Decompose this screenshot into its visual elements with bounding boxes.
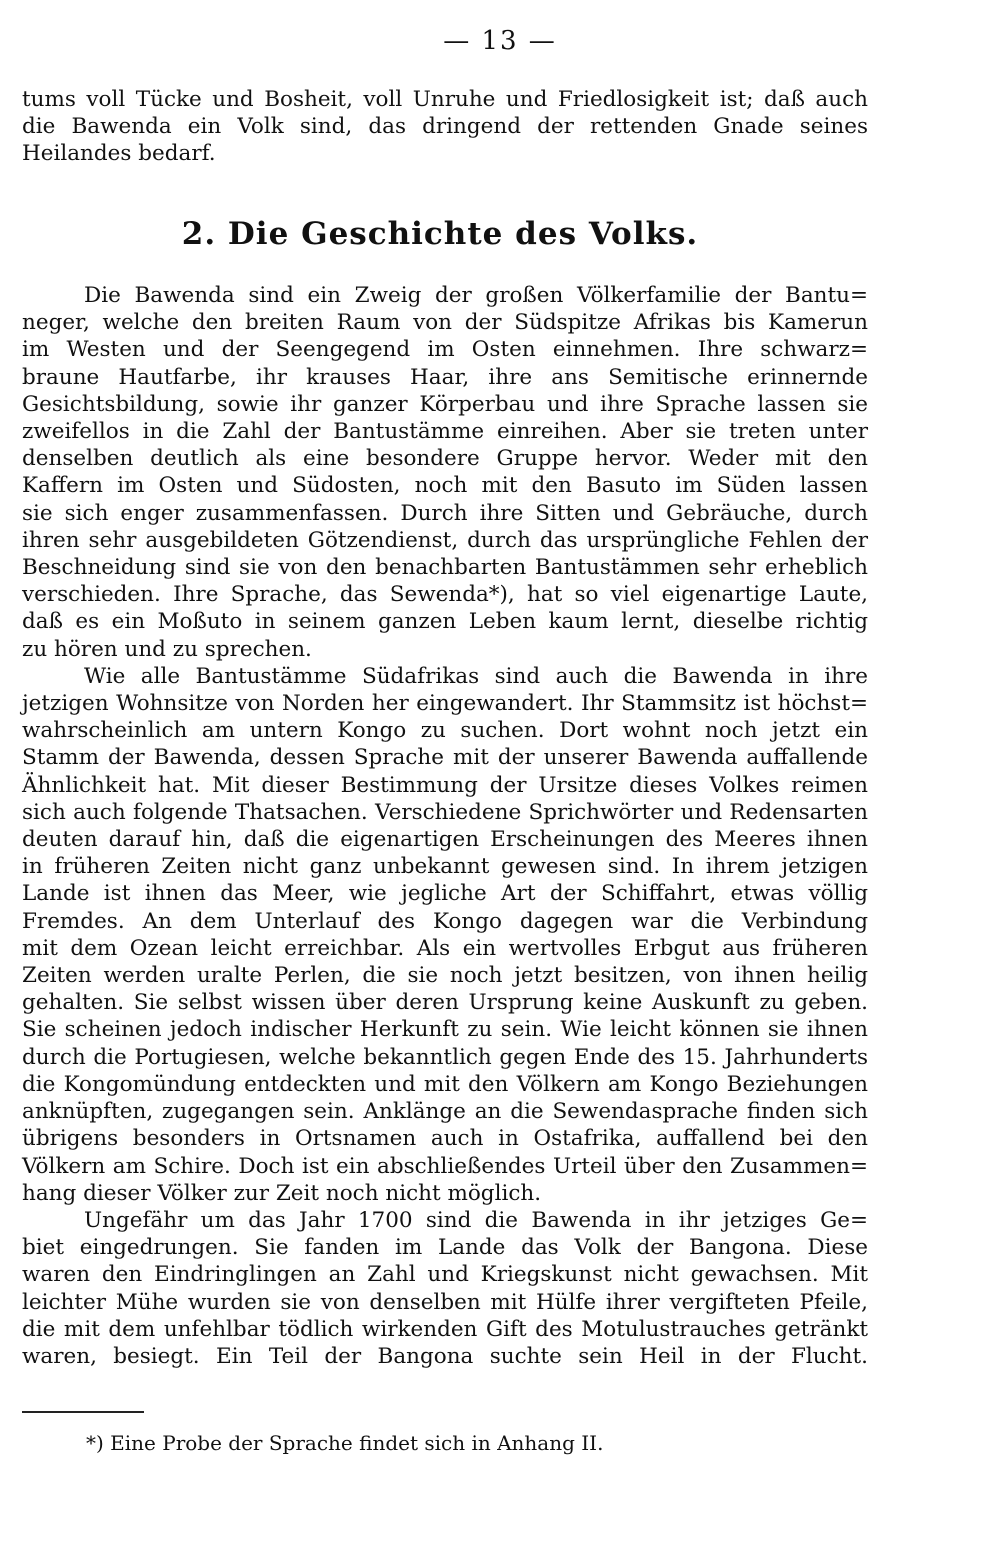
text-line: waren, besiegt. Ein Teil der Bangona suchte sein Heil in der Flucht. (22, 1343, 868, 1369)
text-line: neger, welche den breiten Raum von der Südspitze Afrikas bis Kamerun (22, 310, 868, 336)
text-line: ihren sehr ausgebildeten Götzendienst, durch das ursprüngliche Fehlen der (22, 527, 868, 553)
text-line: Beschneidung sind sie von den benachbarten Bantustämmen sehr erheblich (22, 555, 868, 581)
text-line: verschieden. Ihre Sprache, das Sewenda*), hat so viel eigenartige Laute, (22, 582, 868, 608)
text-line: Kaffern im Osten und Südosten, noch mit den Basuto im Süden lassen (22, 473, 868, 499)
text-line: jetzigen Wohnsitze von Norden her eingewandert. Ihr Stammsitz ist höchst= (22, 691, 868, 717)
text-line: Heilandes bedarf. (22, 141, 216, 167)
text-line: biet eingedrungen. Sie fanden im Lande das Volk der Bangona. Diese (22, 1235, 868, 1261)
text-line: durch die Portugiesen, welche bekanntlich gegen Ende des 15. Jahrhunderts (22, 1044, 868, 1070)
text-line: waren den Eindringlingen an Zahl und Kriegskunst nicht gewachsen. Mit (22, 1262, 868, 1288)
text-line: mit dem Ozean leicht erreichbar. Als ein wertvolles Erbgut aus früheren (22, 935, 868, 961)
text-line: deuten darauf hin, daß die eigenartigen Erscheinungen des Meeres ihnen (22, 827, 868, 853)
text-line: anknüpften, zugegangen sein. Anklänge an die Sewendasprache finden sich (22, 1099, 868, 1125)
text-line: wahrscheinlich am untern Kongo zu suchen. Dort wohnt noch jetzt ein (22, 718, 868, 744)
text-line: übrigens besonders in Ortsnamen auch in Ostafrika, auffallend bei den (22, 1126, 868, 1152)
text-line: Wie alle Bantustämme Südafrikas sind auch die Bawenda in ihre (84, 663, 868, 689)
section-heading: 2. Die Geschichte des Volks. (181, 216, 699, 252)
text-line: im Westen und der Seengegend im Osten einnehmen. Ihre schwarz= (22, 337, 868, 363)
text-line: Stamm der Bawenda, dessen Sprache mit der unserer Bawenda auffallende (22, 745, 868, 771)
text-line: Völkern am Schire. Doch ist ein abschließendes Urteil über den Zusammen= (22, 1153, 868, 1179)
text-line: sich auch folgende Thatsachen. Verschiedene Sprichwörter und Redensarten (22, 799, 868, 825)
text-line: sie sich enger zusammenfassen. Durch ihre Sitten und Gebräuche, durch (22, 500, 868, 526)
text-line: Sie scheinen jedoch indischer Herkunft zu sein. Wie leicht können sie ihnen (22, 1017, 868, 1043)
text-line: in früheren Zeiten nicht ganz unbekannt gewesen sind. In ihrem jetzigen (22, 854, 868, 880)
text-line: Die Bawenda sind ein Zweig der großen Völkerfamilie der Bantu= (84, 283, 868, 308)
footnote: *) Eine Probe der Sprache findet sich in Anhang II. (86, 1431, 604, 1455)
page-number: — 13 — (443, 26, 557, 56)
text-line: hang dieser Völker zur Zeit noch nicht möglich. (22, 1180, 542, 1206)
text-line: die mit dem unfehlbar tödlich wirkenden Gift des Motulustrauches getränkt (22, 1316, 868, 1342)
body-text (22, 282, 868, 1370)
text-line: braune Hautfarbe, ihr krauses Haar, ihre ans Semitische erinnernde (22, 364, 868, 390)
text-line: leichter Mühe wurden sie von denselben mit Hülfe ihrer vergifteten Pfeile, (22, 1289, 868, 1315)
text-line: Fremdes. An dem Unterlauf des Kongo dagegen war die Verbindung (22, 908, 868, 934)
text-line: gehalten. Sie selbst wissen über deren Ursprung keine Auskunft zu geben. (22, 990, 868, 1016)
text-line: Ähnlichkeit hat. Mit dieser Bestimmung der Ursitze dieses Volkes reimen (22, 772, 868, 798)
text-line: die Kongomündung entdeckten und mit den Völkern am Kongo Beziehungen (22, 1071, 868, 1097)
text-line: Gesichtsbildung, sowie ihr ganzer Körperbau und ihre Sprache lassen sie (22, 391, 868, 417)
text-line: Zeiten werden uralte Perlen, die sie noch jetzt besitzen, von ihnen heilig (22, 963, 868, 989)
footnote-divider (22, 1411, 144, 1413)
text-line: daß es ein Moßuto in seinem ganzen Leben kaum lernt, dieselbe richtig (22, 609, 868, 635)
text-line: tums voll Tücke und Bosheit, voll Unruhe und Friedlosigkeit ist; daß auch (22, 87, 868, 112)
intro-text (22, 86, 868, 168)
text-line: zu hören und zu sprechen. (22, 636, 312, 662)
text-line: Lande ist ihnen das Meer, wie jegliche Art der Schiffahrt, etwas völlig (22, 881, 868, 907)
text-line: zweifellos in die Zahl der Bantustämme einreihen. Aber sie treten unter (22, 419, 868, 445)
text-line: denselben deutlich als eine besondere Gruppe hervor. Weder mit den (22, 446, 868, 472)
text-line: die Bawenda ein Volk sind, das dringend der rettenden Gnade seines (22, 114, 868, 140)
text-line: Ungefähr um das Jahr 1700 sind die Bawenda in ihr jetziges Ge= (84, 1207, 868, 1233)
